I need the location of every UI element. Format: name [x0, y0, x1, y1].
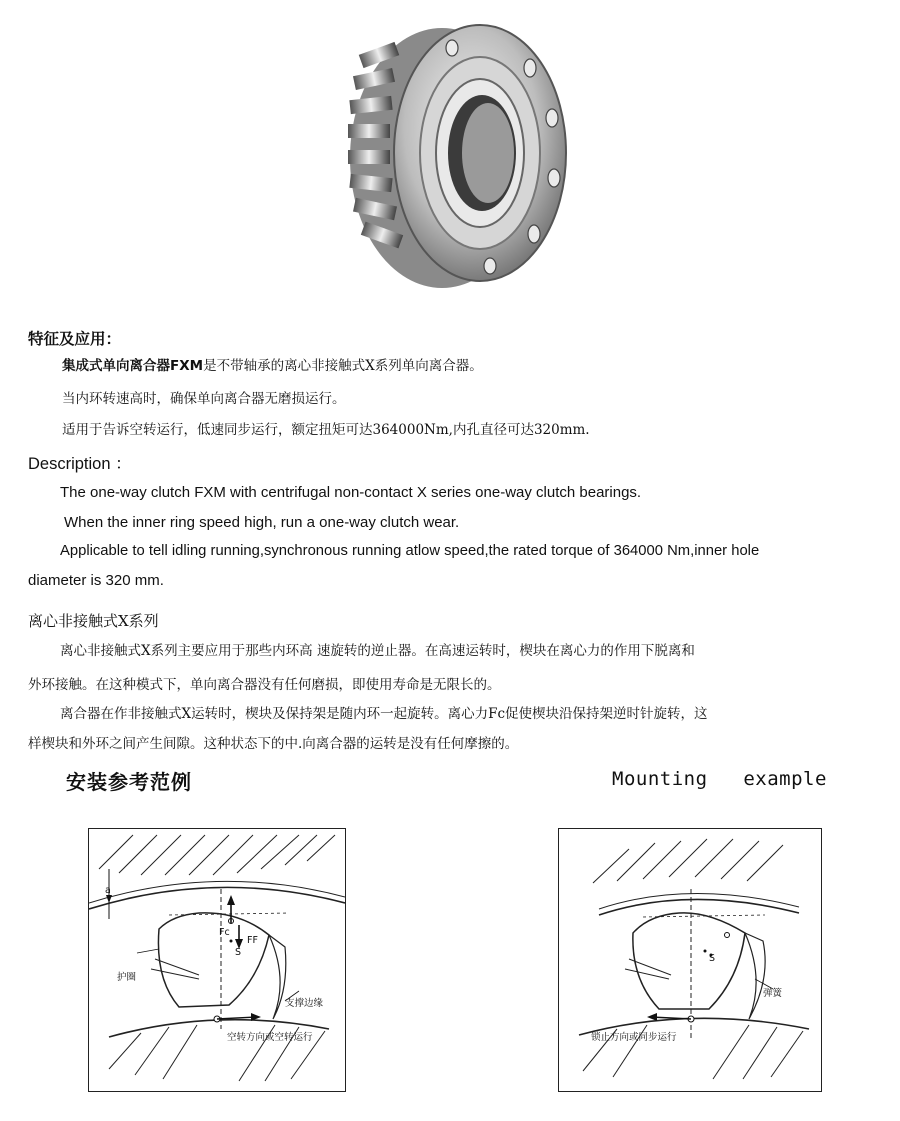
description-line-1: The one-way clutch FXM with centrifugal non-contact X series one-way clutch bearings.	[60, 484, 642, 501]
features-line-1: 集成式单向离合器FXM是不带轴承的离心非接触式X系列单向离合器。	[62, 358, 483, 374]
label-s-right: S	[709, 953, 716, 964]
description-heading: Description ：	[28, 455, 132, 473]
product-photo	[330, 8, 570, 298]
mounting-diagram-right	[558, 828, 822, 1092]
label-a: a	[105, 885, 111, 896]
label-direction-right: 锁止方向或同步运行	[591, 1032, 677, 1043]
product-name: 集成式单向离合器FXM	[62, 358, 204, 374]
x-series-para2-b: 样楔块和外环之间产生间隙。这种状态下的中.向离合器的运转是没有任何摩擦的。	[28, 736, 519, 752]
x-series-heading: 离心非接触式X系列	[28, 612, 159, 630]
label-ff: FF	[247, 935, 258, 946]
diagram-left-drawing	[89, 829, 345, 1091]
label-fc: Fc	[219, 927, 230, 938]
label-support-edge: 支撑边缘	[285, 998, 324, 1009]
features-heading: 特征及应用：	[28, 330, 122, 348]
label-direction-left: 空转方向或空转运行	[227, 1032, 313, 1043]
mounting-title-en: Mounting example	[612, 768, 827, 790]
description-line-2: When the inner ring speed high, run a one-way clutch wear.	[64, 514, 460, 531]
x-series-para1-a: 离心非接触式X系列主要应用于那些内环高 速旋转的逆止器。在高速运转时，楔块在离心力的作用下脱离和	[60, 643, 695, 659]
mounting-diagram-left	[88, 828, 346, 1092]
mounting-title-cn: 安装参考范例	[66, 770, 192, 794]
x-series-para1-b: 外环接触。在这种模式下，单向离合器没有任何磨损，即使用寿命是无限长的。	[28, 677, 501, 693]
description-line-3b: diameter is 320 mm.	[28, 572, 164, 589]
description-line-3a: Applicable to tell idling running,synchronous running atlow speed,the rated torque of 364000 Nm,inner hole	[60, 543, 760, 559]
features-line-2: 当内环转速高时，确保单向离合器无磨损运行。	[62, 391, 346, 407]
label-s-left: S	[235, 947, 242, 958]
label-spring: 弹簧	[763, 988, 783, 999]
x-series-para2-a: 离合器在作非接触式X运转时，楔块及保持架是随内环一起旋转。离心力Fc促使楔块沿保持架逆时针旋转，这	[60, 706, 708, 722]
label-guard: 护圈	[117, 972, 137, 983]
features-line-3: 适用于告诉空转运行，低速同步运行，额定扭矩可达364000Nm,内孔直径可达320mm.	[62, 422, 590, 438]
diagram-right-drawing	[559, 829, 821, 1091]
